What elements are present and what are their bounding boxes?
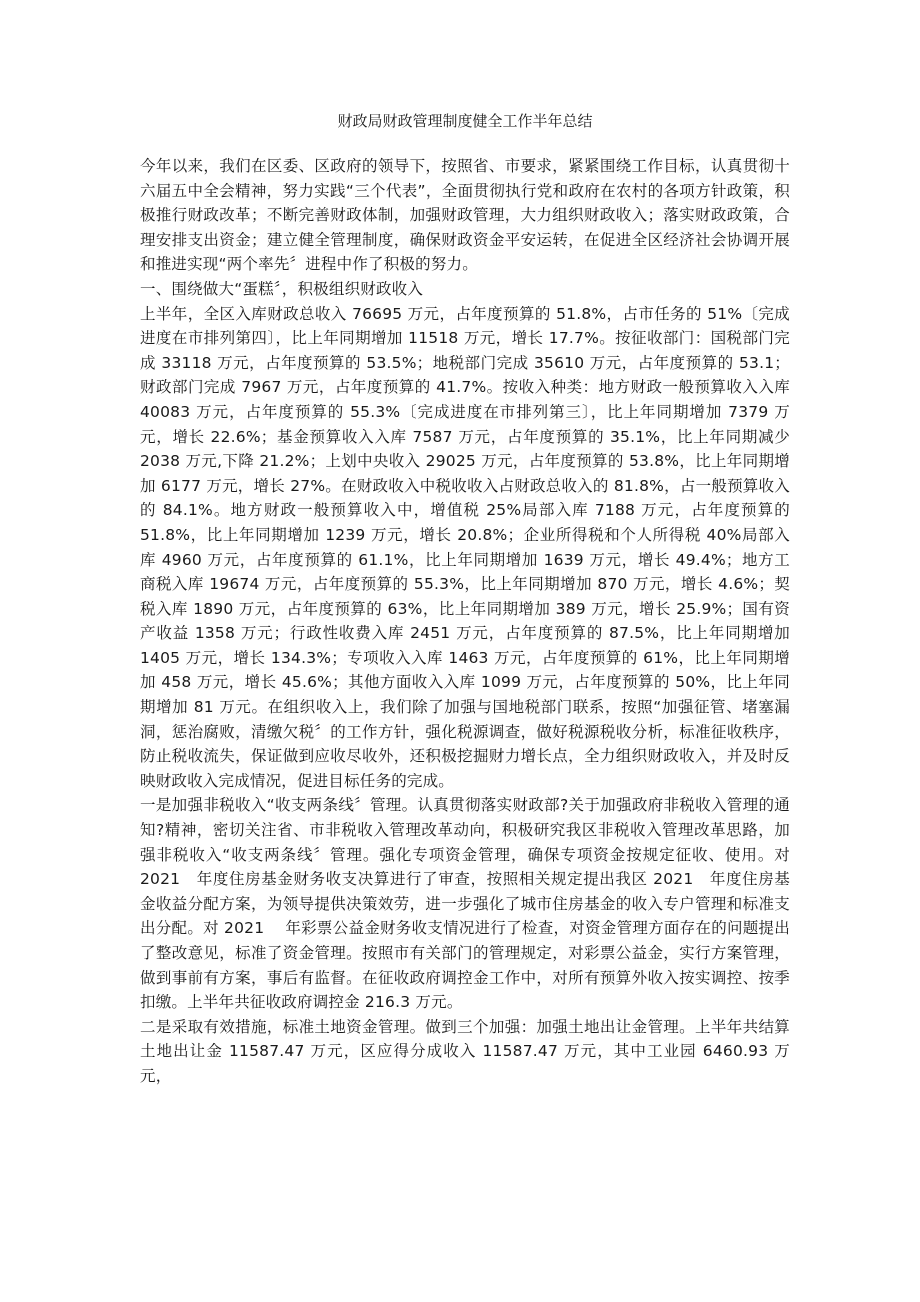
section-heading-1: 一、围绕做大“蛋糕〞，积极组织财政收入 xyxy=(140,279,424,298)
paragraph-land-funds: 二是采取有效措施，标准土地资金管理。做到三个加强：加强土地出让金管理。上半年共结算土地出让金 11587.47 万元，区应得分成收入 11587.47 万元，其中工业园 6460.93 万元， xyxy=(140,1017,790,1085)
paragraph-revenue: 上半年，全区入库财政总收入 76695 万元，占年度预算的 51.8%，占市任务的 51%〔完成进度在市排列第四〕，比上年同期增加 11518 万元，增长 17.7%。按征收部门：国税部门完成 33118 万元，占年度预算的 53.5%；地税部门完成 35610 万元，占年度预算的 53.1；财政部门完成 7967 万元，占年度预算的 41.7%。按收入种类：地方财政一般预算收入入库 40083 万元，占年度预算的 55.3%〔完成进度在市排列第三〕，比上年同期增加 7379 万元，增长 22.6%；基金预算收入入库 7587 万元，占年度预算的 35.1%，比上年同期减少 2038 万元,下降 21.2%；上划中央收入 29025 万元，占年度预算的 53.8%，比上年同期增加 6177 万元，增长 27%。在财政收入中税收收入占财政总收入的 81.8%，占一般预算收入的 84.1%。地方财政一般预算收入中，增值税 25%局部入库 7188 万元，占年度预算的 51.8%，比上年同期增加 1239 万元，增长 20.8%；企业所得税和个人所得税 40%局部入库 4960 万元，占年度预算的 61.1%，比上年同期增加 1639 万元，增长 49.4%；地方工商税入库 19674 万元，占年度预算的 55.3%，比上年同期增加 870 万元，增长 4.6%；契税入库 1890 万元，占年度预算的 63%，比上年同期增加 389 万元，增长 25.9%；国有资产收益 1358 万元；行政性收费入库 2451 万元，占年度预算的 87.5%，比上年同期增加 1405 万元，增长 134.3%；专项收入入库 1463 万元，占年度预算的 61%，比上年同期增加 458 万元，增长 45.6%；其他方面收入入库 1099 万元，占年度预算的 50%，比上年同期增加 81 万元。在组织收入上，我们除了加强与国地税部门联系，按照“加强征管、堵塞漏洞，惩治腐败，清缴欠税〞的工作方针，强化税源调查，做好税源税收分析，标准征收秩序，防止税收流失，保证做到应收尽收外，还积极挖掘财力增长点，全力组织财政收入，并及时反映财政收入完成情况，促进目标任务的完成。 xyxy=(140,304,790,790)
paragraph-intro: 今年以来，我们在区委、区政府的领导下，按照省、市要求，紧紧围绕工作目标，认真贯彻十六届五中全会精神，努力实践“三个代表”，全面贯彻执行党和政府在农村的各项方针政策，积极推行财政改革；不断完善财政体制，加强财政管理，大力组织财政收入；落实财政政策，合理安排支出资金；建立健全管理制度，确保财政资金平安运转，在促进全区经济社会协调开展和推进实现“两个率先〞进程中作了积极的努力。 xyxy=(140,157,790,274)
paragraph-non-tax: 一是加强非税收入“收支两条线〞管理。认真贯彻落实财政部?关于加强政府非税收入管理的通知?精神，密切关注省、市非税收入管理改革动向，积极研究我区非税收入管理改革思路，加强非税收入“收支两条线〞管理。强化专项资金管理，确保专项资金按规定征收、使用。对 2021 年度住房基金财务收支决算进行了审查，按照相关规定提出我区 2021 年度住房基金收益分配方案，为领导提供决策效劳，进一步强化了城市住房基金的收入专户管理和标准支出分配。对 2021 年彩票公益金财务收支情况进行了检查，对资金管理方面存在的问题提出了整改意见，标准了资金管理。按照市有关部门的管理规定，对彩票公益金，实行方案管理，做到事前有方案，事后有监督。在征收政府调控金工作中，对所有预算外收入按实调控、按季扣缴。上半年共征收政府调控金 216.3 万元。 xyxy=(140,796,790,1012)
document-title: 财政局财政管理制度健全工作半年总结 xyxy=(337,112,593,130)
document-page xyxy=(140,110,790,1089)
